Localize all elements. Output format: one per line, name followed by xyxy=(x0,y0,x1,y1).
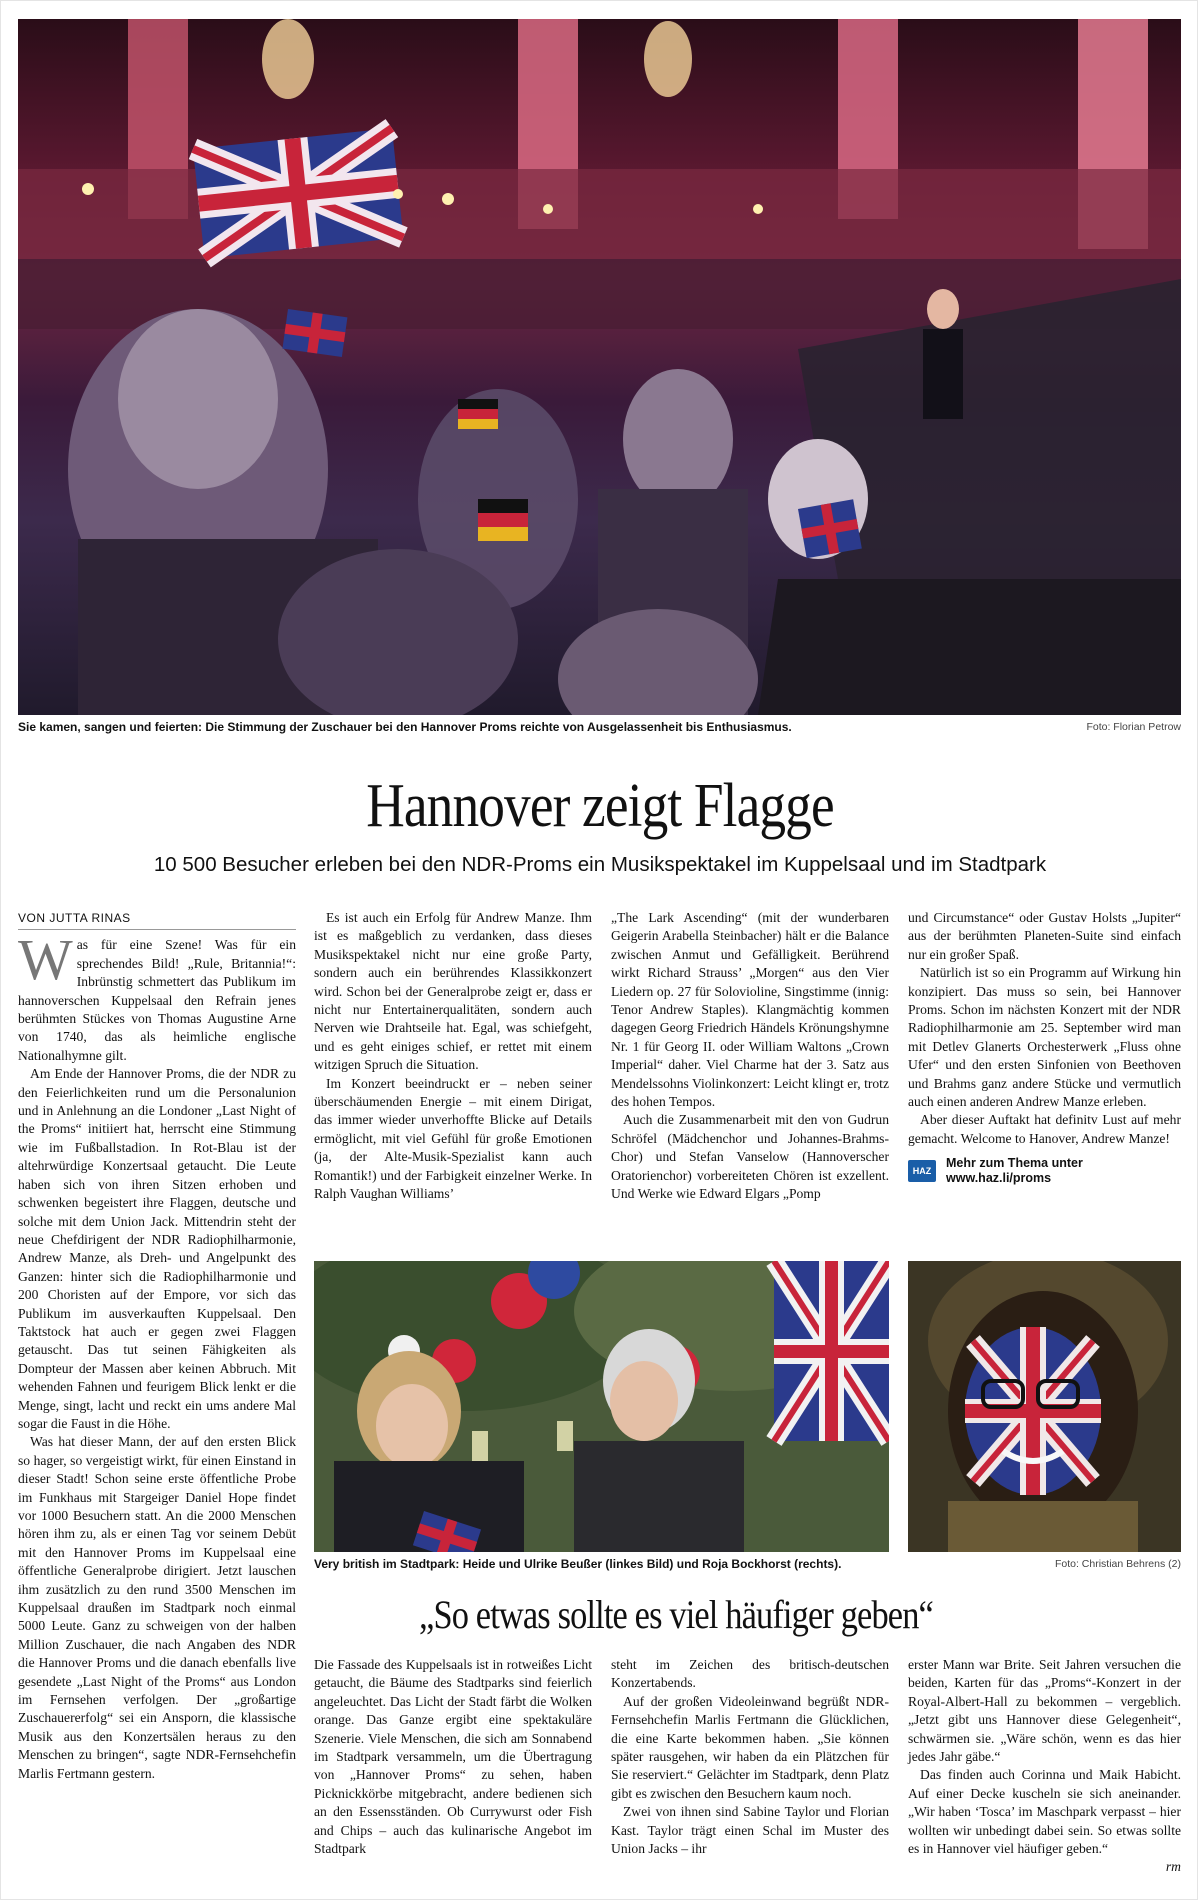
paragraph: Was für eine Szene! Was für ein sprechendes Bild! „Rule, Britannia!“: Inbrünstig schmettert das Publikum im hannoverschen Kuppelsaal den Refrain jenes berühmten Stückes von Thomas Augustine Arne von 1740, das als heimliche englische Nationalhymne gilt. xyxy=(18,927,296,1063)
picnic-illustration xyxy=(314,1261,889,1552)
subheadline: 10 500 Besucher erleben bei den NDR-Proms ein Musikspektakel im Kuppelsaal und im Stadtpark xyxy=(153,853,1047,876)
headline: Hannover zeigt Flagge xyxy=(366,772,834,840)
article1-column-1 xyxy=(18,909,296,1783)
concert-hall-illustration xyxy=(18,19,1181,715)
haz-logo: HAZ xyxy=(908,1160,936,1182)
hero-credit: Foto: Florian Petrow xyxy=(1086,721,1181,733)
haz-link[interactable]: www.haz.li/proms xyxy=(946,1171,1052,1186)
paragraph: Es ist auch ein Erfolg für Andrew Manze. Ihm ist es maßgeblich zu verdanken, dass dieses Musikspektakel nicht nur eine große Party, sondern auch ein berührendes Klassikkonzert wird. Schon bei der Generalprobe zeigt er, dass er nicht nur Entertainerqualitäten, sondern auch Nerven wie Drahtseile hat. Egal, was schiefgeht, und es geht einiges schief, er rettet mit einem witzigen Spruch die Situation. xyxy=(314,910,592,1073)
union-jack-flag-icon xyxy=(193,128,403,258)
article1-column-3 xyxy=(611,909,889,1204)
article1-column-2 xyxy=(314,909,592,1204)
hero-photo xyxy=(18,19,1181,715)
union-jack-flag-icon xyxy=(774,1261,889,1441)
paragraph: steht im Zeichen des britisch-deutschen Konzertabends. xyxy=(611,1657,889,1691)
hero-caption: Sie kamen, sangen und feierten: Die Stimmung der Zuschauer bei den Hannover Proms reichte von Ausgelassenheit bis Enthusiasmus. xyxy=(18,720,792,734)
paragraph: Auch die Zusammenarbeit mit den von Gudrun Schröfel (Mädchenchor und Johannes-Brahms-Chor) und Stefan Vanselow (Hannoverscher Oratorienchor) vorbereiteten Chören ist exzellent. Und Werke wie Edward Elgars „Pomp xyxy=(611,1112,889,1202)
paragraph: Im Konzert beeindruckt er – neben seiner überschäumenden Energie – mit einem Dirigat, das immer wieder unverhoffte Blicke auf Details ermöglicht, mit viel Gefühl für große Emotionen (ja, der Alte-Musik-Spezialist kann auch Romantik!) und der Farbigkeit einzelner Werke. In Ralph Vaughan Williams’ xyxy=(314,1075,592,1202)
dropcap: W xyxy=(18,927,73,993)
paragraph: „The Lark Ascending“ (mit der wunderbaren Geigerin Arabella Steinbacher) hält er die Balance zwischen Anmut und Gefälligkeit. Berührend wirkt Richard Strauss’ „Morgen“ aus den Vier Liedern op. 27 für Solovioline, Singstimme (innig: Tenor Andrew Staples). Klangmächtig kommen dagegen Georg Friedrich Händels Krönungshymne Nr. 1 für Georg II. oder William Waltons „Crown Imperial“ daher. Viel Charme hat der 3. Satz aus Mendelssohns Violinkonzert: Leicht klingt er, trotz des hohen Tempos. xyxy=(611,910,889,1110)
headline-2: „So etwas sollte es viel häufiger geben“ xyxy=(419,1592,933,1637)
paragraph: Am Ende der Hannover Proms, die der NDR zu den Feierlichkeiten rund um die Personalunion und in Anlehnung an die Londoner „Last Night of the Proms“ initiiert hat, herrscht eine Stimmung wie im Fußballstadion. In Rot-Blau ist der altehrwürdige Konzertsaal getaucht. Die Leute haben sich von ihren Sitzen erhoben und schwenken begeistert ihre Flaggen, deutsche und solche mit dem Union Jack. Mittendrin steht der neue Chefdirigent der NDR Radiophilharmonie, Andrew Manze, als Dreh- und Angelpunkt des Ganzen: hinter sich die Radiophilharmonie und 200 Choristen auf der Empore, vor sich das Publikum im ausverkauften Kuppelsaal. Den Taktstock hat auch er gegen zwei Flaggen getauscht. Das tut seinen Fähigkeiten als Dompteur der Massen aber keinen Abbruch. Mit wehenden Fahnen und feurigem Blick lenkt er die Menge, singt, lacht und reckt ein ums andere Mal sogar die Faust in die Höhe. xyxy=(18,1066,296,1431)
paragraph: Natürlich ist so ein Programm auf Wirkung hin konzipiert. Das muss so sein, bei Hannover Proms. Schon im nächsten Konzert mit der NDR Radiophilharmonie am 25. September wird man mit Detlev Glanerts Orchesterwerk „Fluss ohne Ufer“ und den ersten Sinfonien von Beethoven und Brahms ganz andere Stücke und vermutlich auch einen anderen Andrew Manze erleben. xyxy=(908,965,1181,1110)
photo2-credit: Foto: Christian Behrens (2) xyxy=(1054,1558,1181,1570)
hero-caption-row xyxy=(18,720,1181,734)
paragraph: erster Mann war Brite. Seit Jahren versuchen die beiden, Karten für das „Proms“-Konzert in der Royal-Albert-Hall zu bekommen – vergeblich. „Jetzt gibt uns Hannover diese Gelegenheit“, schwärmen sie. „Wäre schön, wenn es das hier jedes Jahr gäbe.“ xyxy=(908,1657,1181,1765)
article1-column-4 xyxy=(908,909,1181,1186)
stadtpark-photo xyxy=(314,1261,889,1552)
face-paint-illustration xyxy=(908,1261,1181,1552)
paragraph: Die Fassade des Kuppelsaals ist in rotweißes Licht getaucht, die Bäume des Stadtparks sind feierlich angeleuchtet. Das Licht der Stadt färbt die Wolken orange. Das Ganze ergibt eine spektakuläre Szenerie. Viele Menschen, die sich am Sonnabend im Stadtpark versammeln, um die Übertragung von „Hannover Proms“ zu sehen, haben Picknickkörbe mitgebracht, andere bedienen sich an den Essensständen. Ob Currywurst oder Fish and Chips – auch das kulinarische Angebot im Stadtpark xyxy=(314,1657,592,1857)
haz-line-1: Mehr zum Thema unter xyxy=(946,1156,1083,1171)
paragraph: und Circumstance“ oder Gustav Holsts „Jupiter“ aus der berühmten Planeten-Suite sind einfach nur ein großer Spaß. xyxy=(908,910,1181,962)
paragraph: Das finden auch Corinna und Maik Habicht. Auf einer Decke kuscheln sie sich aneinander. „Wir haben ‘Tosca’ im Maschpark verpasst – hier wollten wir unbedingt dabei sein. So etwas sollte es in Hannover viel häufiger geben.“ xyxy=(908,1767,1181,1857)
byline: VON JUTTA RINAS xyxy=(18,909,296,930)
photo2-caption-row xyxy=(18,1557,1181,1571)
article2-column-2 xyxy=(611,1656,889,1858)
photo2-caption: Very british im Stadtpark: Heide und Ulrike Beußer (linkes Bild) und Roja Bockhorst (rechts). xyxy=(314,1557,842,1571)
article2-column-1 xyxy=(314,1656,592,1858)
article2-column-3 xyxy=(908,1656,1181,1877)
paragraph: Zwei von ihnen sind Sabine Taylor und Florian Kast. Taylor trägt einen Schal im Muster des Union Jacks – ihr xyxy=(611,1804,889,1857)
paragraph: Was hat dieser Mann, der auf den ersten Blick so hager, so vergeistigt wirkt, für einen Einstand in dieser Stadt! Schon seine erste öffentliche Probe im Funkhaus mit Stargeiger Daniel Hope findet vor 1000 Besuchern statt. An die 2000 Menschen hören ihm zu, als er einen Tag vor seinem Debüt mit den Hannover Proms im Kuppelsaal eine öffentliche Generalprobe dirigiert. Jetzt lauschen ihm zusätzlich zu den rund 3500 Menschen im Kuppelsaal draußen im Stadtpark noch einmal 5000 Leute. Ganz zu schweigen von der halben Million Zuschauer, die nach Angaben des NDR die Hannover Proms und die danach ebenfalls live gesendete „Last Night of the Proms“ aus London im Fernsehen verfolgen. Der „großartige Zuschauererfolg“ sei ein Ansporn, die klassische Musik aus den Konzertsälen heraus zu den Menschen zu bringen“, sagte NDR-Fernsehchefin Marlis Fertmann gestern. xyxy=(18,1434,296,1781)
paragraph: Auf der großen Videoleinwand begrüßt NDR-Fernsehchefin Marlis Fertmann die Glücklichen, die eine Karte bekommen haben. „Sie können später rausgehen, wir haben da ein Plätzchen für Sie reserviert.“ Gelächter im Stadtpark, denn Platz gibt es zwischen den Besuchern kaum noch. xyxy=(611,1693,889,1801)
author-signature: rm xyxy=(1165,1859,1181,1875)
face-paint-photo xyxy=(908,1261,1181,1552)
paragraph: Aber dieser Auftakt hat definitv Lust auf mehr gemacht. Welcome to Hanover, Andrew Manze! xyxy=(908,1112,1181,1146)
union-jack-face-icon xyxy=(965,1327,1101,1495)
haz-link-box[interactable] xyxy=(908,1156,1181,1186)
